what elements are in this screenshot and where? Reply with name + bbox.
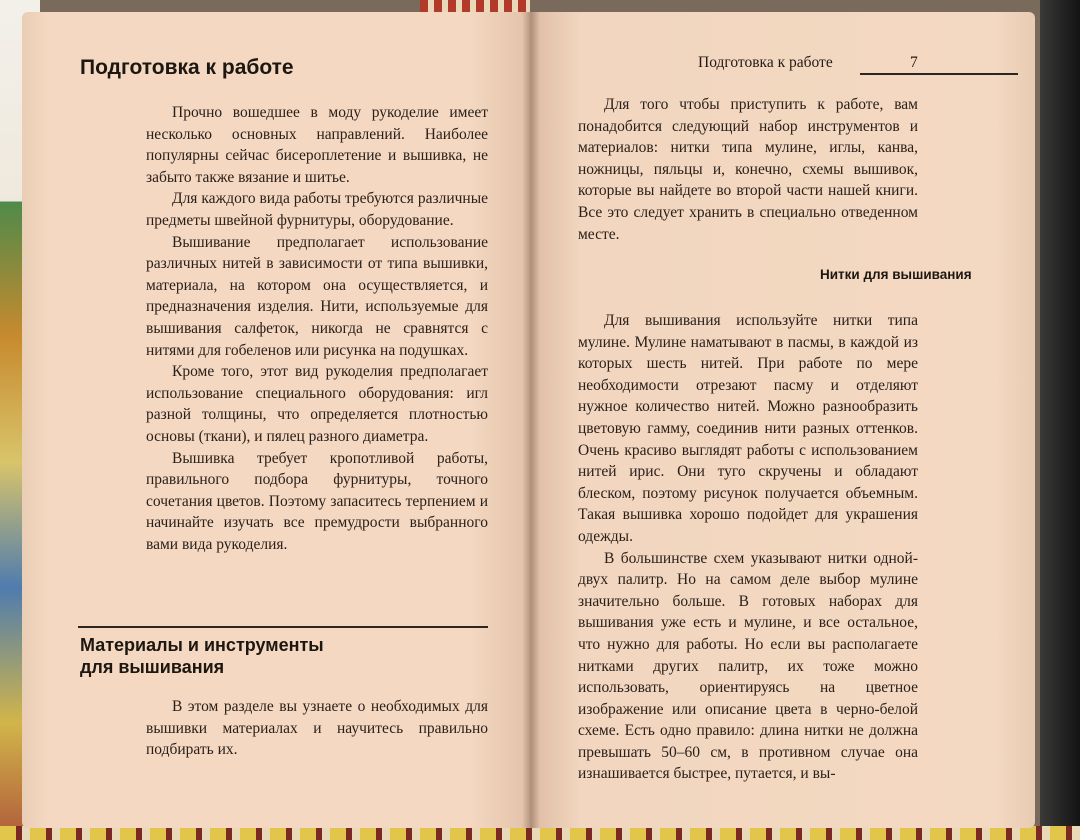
right-body-text — [578, 310, 918, 785]
page-number: 7 — [910, 54, 918, 71]
section-heading-line: для вышивания — [80, 657, 225, 677]
paragraph: Кроме того, этот вид рукоделия предполагает использование специального оборудования: игл разной толщины, что определяется плотностью основы (ткани), и пялец разного диаметра. — [146, 363, 488, 445]
right-intro-text — [578, 94, 918, 245]
paragraph: Вышивание предполагает использование различных нитей в зависимости от типа вышивки, материала, на котором она осуществляется, и предназначения изделия. Нити, используемые для вышивания салфеток, никогда не сравнятся с нитями для гобеленов или рисунка на подушках. — [146, 233, 488, 359]
left-body-text — [146, 102, 488, 555]
paragraph: Прочно вошедшее в моду рукоделие имеет несколько основных направлений. Наиболее популярны сейчас бисероплетение и вышивка, не забыто также вязание и шитье. — [146, 104, 488, 186]
paragraph: В большинстве схем указывают нитки одной-двух палитр. Но на самом деле выбор мулине значительно больше. В готовых наборах для вышивания уже есть и мулине, и все остальное, что нужно для работы. Но если вы располагаете нитками других палитр, их тоже можно использовать, ориентируясь на цветное изображение или описание цвета в черно-белой схеме. Есть одно правило: длина нитки не должна превышать 50–60 см, в противном случае она изнашивается быстрее, путается, и вы- — [578, 549, 918, 783]
subheading: Нитки для вышивания — [820, 267, 972, 282]
background-cover-bottom — [0, 826, 1080, 840]
paragraph: Вышивка требует кропотливой работы, правильного подбора фурнитуры, точного сочетания цветов. Поэтому запаситесь терпением и начинайте изучать все премудрости выбранного вами вида рукоделия. — [146, 449, 488, 553]
background-cover-right — [1040, 0, 1080, 840]
paragraph: Для каждого вида работы требуются различные предметы швейной фурнитуры, оборудование. — [146, 190, 488, 229]
paragraph: Для того чтобы приступить к работе, вам понадобится следующий набор инструментов и материалов: нитки типа мулине, иглы, канва, ножницы, пяльцы и, конечно, схемы вышивок, которые вы найдете во второй части нашей книги. Все это следует хранить в специально отведенном месте. — [578, 96, 918, 243]
left-page — [22, 12, 530, 828]
paragraph: В этом разделе вы узнаете о необходимых для вышивки материалах и научитесь правильно подбирать их. — [146, 698, 488, 759]
paragraph: Для вышивания используйте нитки типа мулине. Мулине наматывают в пасмы, в каждой из которых шесть нитей. При работе по мере необходимости отрезают пасму и отделяют нужное количество нитей. Можно разнообразить цветовую гамму, соединив нити разных оттенков. Очень красиво выглядят работы с использованием нитей ирис. Они туго скручены и обладают блеском, поэтому рисунок получается объемным. Такая вышивка хорошо подойдет для украшения одежды. — [578, 312, 918, 545]
book-gutter — [522, 12, 540, 828]
section-divider — [78, 626, 488, 628]
right-page — [530, 12, 1035, 828]
section-body-text — [146, 696, 488, 761]
header-rule — [860, 73, 1018, 75]
section-heading — [80, 634, 324, 678]
running-title: Подготовка к работе — [698, 54, 833, 71]
page-heading: Подготовка к работе — [80, 56, 294, 79]
section-heading-line: Материалы и инструменты — [80, 635, 324, 655]
